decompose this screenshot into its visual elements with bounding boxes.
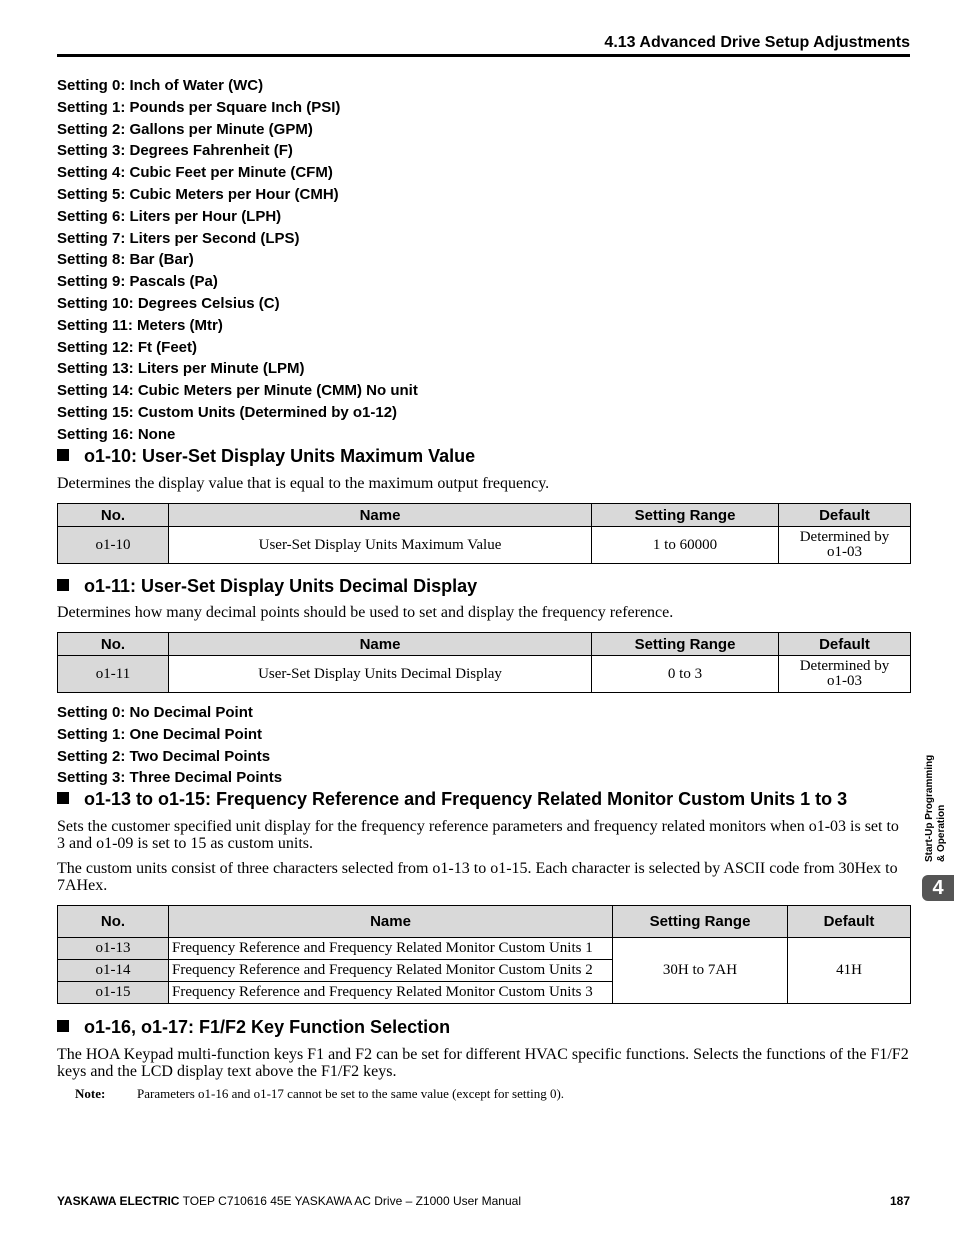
section-heading-o1-11 — [57, 576, 477, 597]
note-label: Note: — [75, 1086, 106, 1101]
setting-item: Setting 2: Two Decimal Points — [57, 747, 271, 765]
unit-settings-list — [57, 75, 418, 446]
setting-item: Setting 15: Custom Units (Determined by o1-12) — [57, 403, 398, 421]
setting-item: Setting 6: Liters per Hour (LPH) — [57, 207, 282, 225]
default-line-1: Determined by — [799, 658, 890, 674]
col-header-default: Default — [779, 504, 911, 527]
col-header-default: Default — [779, 633, 911, 656]
param-range: 1 to 60000 — [592, 527, 779, 564]
section-bullet-icon — [57, 579, 69, 591]
section-description: The HOA Keypad multi-function keys F1 and F2 can be set for different HVAC specific functions. Selects the functions of the F1/F2 keys and the LCD display text above the F1/F2 keys. — [57, 1046, 909, 1080]
param-default — [779, 527, 911, 564]
section-description: The custom units consist of three characters selected from o1-13 to o1-15. Each character is selected by ASCII code from 30Hex to 7AHex. — [57, 860, 898, 894]
setting-item: Setting 14: Cubic Meters per Minute (CMM) No unit — [57, 382, 418, 400]
section-bullet-icon — [57, 792, 69, 804]
table-row — [58, 656, 911, 693]
col-header-name: Name — [169, 633, 592, 656]
page-number: 187 — [889, 1194, 910, 1208]
col-header-no: No. — [58, 633, 169, 656]
section-bullet-icon — [57, 449, 69, 461]
setting-item: Setting 3: Three Decimal Points — [57, 769, 283, 787]
param-number: o1-11 — [58, 656, 169, 693]
page-header-title: 4.13 Advanced Drive Setup Adjustments — [604, 34, 910, 51]
section-heading-text: o1-10: User-Set Display Units Maximum Value — [84, 446, 476, 466]
param-name: Frequency Reference and Frequency Related Monitor Custom Units 3 — [169, 982, 613, 1004]
param-number: o1-14 — [58, 960, 169, 982]
param-number: o1-15 — [58, 982, 169, 1004]
note — [75, 1086, 564, 1102]
default-line-2: o1-03 — [827, 673, 862, 689]
param-name: Frequency Reference and Frequency Related Monitor Custom Units 1 — [169, 938, 613, 960]
param-default: 41H — [788, 938, 911, 1004]
col-header-name: Name — [169, 504, 592, 527]
parameter-table-o1-13 — [57, 905, 911, 1004]
section-heading-o1-16 — [57, 1017, 450, 1038]
footer-text: TOEP C710616 45E YASKAWA AC Drive – Z1000 User Manual — [179, 1194, 521, 1208]
section-heading-o1-10 — [57, 446, 475, 467]
setting-item: Setting 0: No Decimal Point — [57, 704, 253, 721]
chapter-tab[interactable]: 4 — [922, 875, 954, 901]
setting-item: Setting 10: Degrees Celsius (C) — [57, 294, 280, 312]
side-label-line-1: Start-Up Programming — [924, 754, 935, 862]
col-header-no: No. — [58, 906, 169, 938]
setting-item: Setting 1: One Decimal Point — [57, 725, 263, 743]
param-name: User-Set Display Units Decimal Display — [169, 656, 592, 693]
setting-item: Setting 9: Pascals (Pa) — [57, 273, 218, 291]
section-heading-text: o1-13 to o1-15: Frequency Reference and Frequency Related Monitor Custom Units 1 to 3 — [84, 789, 848, 809]
section-description: Determines how many decimal points should be used to set and display the frequency reference. — [57, 604, 674, 621]
section-heading-text: o1-16, o1-17: F1/F2 Key Function Selection — [84, 1017, 451, 1037]
setting-item: Setting 2: Gallons per Minute (GPM) — [57, 120, 313, 138]
setting-item: Setting 7: Liters per Second (LPS) — [57, 229, 300, 247]
param-range: 30H to 7AH — [613, 938, 788, 1004]
param-name: User-Set Display Units Maximum Value — [169, 527, 592, 564]
col-header-range: Setting Range — [592, 504, 779, 527]
footer-brand: YASKAWA ELECTRIC — [57, 1194, 180, 1208]
section-heading-o1-13 — [57, 789, 847, 810]
setting-item: Setting 0: Inch of Water (WC) — [57, 77, 264, 94]
section-heading-text: o1-11: User-Set Display Units Decimal Display — [84, 576, 478, 596]
section-bullet-icon — [57, 1020, 69, 1032]
col-header-default: Default — [788, 906, 911, 938]
col-header-range: Setting Range — [613, 906, 788, 938]
param-default — [779, 656, 911, 693]
setting-item: Setting 3: Degrees Fahrenheit (F) — [57, 142, 293, 160]
col-header-no: No. — [58, 504, 169, 527]
setting-item: Setting 13: Liters per Minute (LPM) — [57, 360, 305, 378]
param-name: Frequency Reference and Frequency Related Monitor Custom Units 2 — [169, 960, 613, 982]
table-row — [58, 527, 911, 564]
col-header-name: Name — [169, 906, 613, 938]
parameter-table-o1-11 — [57, 632, 911, 693]
decimal-settings-list — [57, 702, 282, 789]
header-rule — [57, 54, 910, 57]
setting-item: Setting 4: Cubic Feet per Minute (CFM) — [57, 164, 333, 182]
default-line-1: Determined by — [799, 529, 890, 545]
setting-item: Setting 16: None — [57, 425, 176, 443]
table-row — [58, 938, 911, 960]
col-header-range: Setting Range — [592, 633, 779, 656]
note-text: Parameters o1-16 and o1-17 cannot be set to the same value (except for setting 0). — [137, 1086, 565, 1101]
side-label-rotated — [924, 755, 948, 862]
setting-item: Setting 5: Cubic Meters per Hour (CMH) — [57, 185, 339, 203]
param-number: o1-10 — [58, 527, 169, 564]
page-footer — [57, 1194, 521, 1208]
side-label-line-2: & Operation — [936, 804, 947, 862]
section-description: Sets the customer specified unit display for the frequency reference parameters and frequency related monitors when o1-03 is set to 3 and o1-09 is set to 15 as custom units. — [57, 818, 899, 852]
param-range: 0 to 3 — [592, 656, 779, 693]
default-line-2: o1-03 — [827, 544, 862, 560]
parameter-table-o1-10 — [57, 503, 911, 564]
setting-item: Setting 11: Meters (Mtr) — [57, 316, 223, 334]
setting-item: Setting 8: Bar (Bar) — [57, 251, 194, 269]
setting-item: Setting 1: Pounds per Square Inch (PSI) — [57, 98, 341, 116]
param-number: o1-13 — [58, 938, 169, 960]
setting-item: Setting 12: Ft (Feet) — [57, 338, 198, 356]
section-description: Determines the display value that is equal to the maximum output frequency. — [57, 475, 550, 492]
